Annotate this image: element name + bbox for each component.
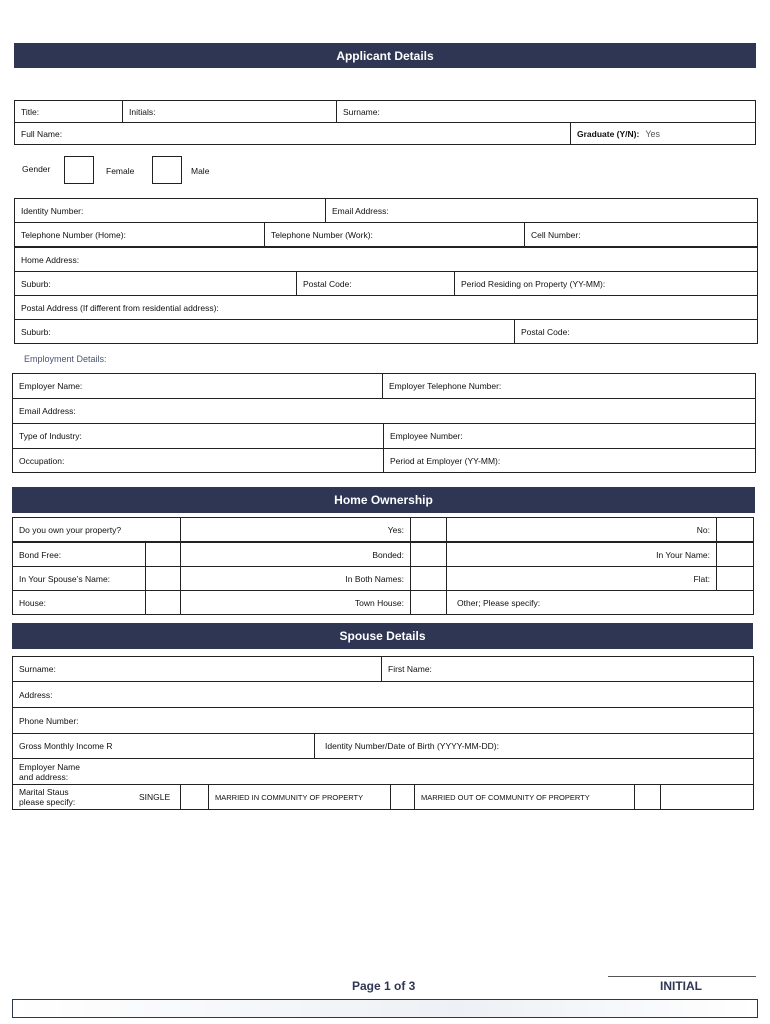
postal-code-label: Postal Code: [303,278,352,289]
initials-field[interactable] [123,101,337,122]
married-out-checkbox[interactable] [635,785,661,809]
marital-status-spacer [661,785,753,809]
own-property-label: Do you own your property? [19,524,122,535]
graduate-value: Yes [645,128,661,139]
no-label: No: [696,524,710,535]
single-label-cell [125,785,181,809]
in-both-names-label-cell [181,567,411,590]
title-field[interactable] [15,101,123,122]
employer-row [12,373,756,399]
in-spouse-name-label-cell [13,567,146,590]
house-row [12,590,754,615]
identity-number-label: Identity Number: [21,205,84,216]
graduate-label: Graduate (Y/N): [577,128,640,139]
tel-home-field[interactable] [15,223,265,246]
in-both-names-label: In Both Names: [345,573,404,584]
bonded-label: Bonded: [372,549,404,560]
bonded-label-cell [181,543,411,566]
house-label: House: [19,597,46,608]
postal-code2-label: Postal Code: [521,326,570,337]
spouse-employer-label-line1: Employer Name [19,761,80,772]
initials-label: Initials: [129,106,156,117]
spouse-address-field[interactable] [13,682,753,707]
suburb-field[interactable] [15,272,297,295]
single-checkbox[interactable] [181,785,209,809]
occupation-label: Occupation: [19,455,65,466]
spouse-first-name-label: First Name: [388,664,432,674]
period-residing-field[interactable] [455,272,757,295]
bond-free-checkbox[interactable] [146,543,181,566]
id-dob-label: Identity Number/Date of Birth (YYYY-MM-DD): [325,741,499,751]
other-specify-label: Other; Please specify: [457,597,541,608]
postal-suburb-label: Suburb: [21,326,51,337]
no-label-cell [447,518,717,541]
spouse-name-fields-row [12,656,754,682]
employment-email-row [12,398,756,424]
marital-status-label-cell [13,785,125,809]
suburb-row [14,271,758,296]
postal-address-row [14,295,758,320]
postal-code2-field[interactable] [515,320,757,343]
spouse-surname-label: Surname: [19,664,56,674]
full-name-field[interactable] [15,123,571,144]
footer-band [12,999,758,1018]
spouse-details-title: Spouse Details [339,629,426,643]
married-in-label: MARRIED IN COMMUNITY OF PROPERTY [215,792,364,802]
spouse-employer-field[interactable] [13,759,753,784]
in-spouse-name-checkbox[interactable] [146,567,181,590]
employment-details-heading: Employment Details: [24,354,107,364]
yes-checkbox[interactable] [411,518,447,541]
marital-status-label-line2: please specify: [19,797,76,807]
marital-status-label-line1: Marital Staus [19,787,69,797]
employment-email-label: Email Address: [19,406,76,416]
employer-tel-label: Employer Telephone Number: [389,381,502,391]
graduate-field[interactable] [571,123,755,144]
in-your-name-label-cell [447,543,717,566]
town-house-label-cell [181,591,411,614]
suburb-label: Suburb: [21,278,51,289]
full-name-label: Full Name: [21,128,63,139]
spouse-surname-field[interactable] [13,657,382,681]
title-initials-surname-row [14,100,756,123]
gross-income-label: Gross Monthly Income R [19,741,113,751]
surname-field[interactable] [337,101,755,122]
home-address-label: Home Address: [21,254,80,265]
spouse-income-row [12,733,754,759]
bond-free-label: Bond Free: [19,549,62,560]
tel-work-label: Telephone Number (Work): [271,229,373,240]
home-address-field[interactable] [15,248,757,271]
own-property-row [12,517,754,542]
postal-suburb-field[interactable] [15,320,515,343]
spouse-address-label: Address: [19,689,53,700]
applicant-details-header [14,43,756,68]
spouse-employer-row [12,758,754,785]
flat-checkbox[interactable] [717,567,753,590]
yes-label: Yes: [387,524,404,535]
bond-free-label-cell [13,543,146,566]
cell-number-label: Cell Number: [531,229,581,240]
no-checkbox[interactable] [717,518,753,541]
postal-address-label: Postal Address (If different from residential address): [21,302,219,313]
in-both-names-checkbox[interactable] [411,567,447,590]
own-property-label-cell [13,518,181,541]
male-checkbox[interactable] [152,156,182,184]
bonded-checkbox[interactable] [411,543,447,566]
gross-income-field[interactable] [13,734,315,758]
house-checkbox[interactable] [146,591,181,614]
full-name-row [14,122,756,145]
telephone-row [14,222,758,247]
in-your-name-checkbox[interactable] [717,543,753,566]
town-house-label: Town House: [354,597,404,608]
bond-row [12,542,754,567]
email-address-field[interactable] [326,199,757,222]
identity-email-row [14,198,758,223]
spouse-first-name-field[interactable] [382,657,753,681]
occupation-field[interactable] [13,449,384,472]
type-of-industry-label: Type of Industry: [19,431,82,441]
postal-suburb-row [14,319,758,344]
in-your-name-label: In Your Name: [656,549,710,560]
employment-email-field[interactable] [13,399,755,423]
town-house-checkbox[interactable] [411,591,447,614]
home-ownership-title: Home Ownership [334,493,433,507]
period-at-employer-field[interactable] [384,449,755,472]
other-specify-field[interactable] [447,591,753,614]
married-in-label-cell [209,785,391,809]
house-label-cell [13,591,146,614]
type-of-industry-field[interactable] [13,424,384,448]
employer-tel-field[interactable] [383,374,755,398]
female-label: Female [106,166,135,176]
marital-status-row [12,784,754,810]
spouse-name-row [12,566,754,591]
spouse-phone-field[interactable] [13,708,753,733]
initial-label: INITIAL [660,979,702,993]
period-residing-label: Period Residing on Property (YY-MM): [461,278,606,289]
employer-name-field[interactable] [13,374,383,398]
tel-home-label: Telephone Number (Home): [21,229,126,240]
spouse-phone-row [12,707,754,734]
employer-name-label: Employer Name: [19,381,83,391]
married-in-checkbox[interactable] [391,785,415,809]
applicant-details-title: Applicant Details [336,48,434,63]
cell-number-field[interactable] [525,223,757,246]
spouse-details-header [12,623,753,649]
title-label: Title: [21,106,40,117]
home-ownership-header [12,487,755,513]
yes-label-cell [181,518,411,541]
email-address-label: Email Address: [332,205,389,216]
home-address-row [14,247,758,272]
in-spouse-name-label: In Your Spouse’s Name: [19,573,111,584]
gender-label: Gender [22,164,51,174]
tel-work-field[interactable] [265,223,525,246]
occupation-row [12,448,756,473]
surname-label: Surname: [343,106,380,117]
married-out-label: MARRIED OUT OF COMMUNITY OF PROPERTY [421,792,590,802]
postal-address-field[interactable] [15,296,757,319]
spouse-address-row [12,681,754,708]
employee-number-label: Employee Number: [390,431,463,441]
single-label: SINGLE [139,792,171,802]
postal-code-field[interactable] [297,272,455,295]
female-checkbox[interactable] [64,156,94,184]
page-number: Page 1 of 3 [352,979,416,993]
id-dob-field[interactable] [315,734,753,758]
employee-number-field[interactable] [384,424,755,448]
initial-signature-line[interactable] [608,976,756,977]
male-label: Male [191,166,210,176]
period-at-employer-label: Period at Employer (YY-MM): [390,455,501,466]
spouse-phone-label: Phone Number: [19,715,79,726]
spouse-employer-label-line2: and address: [19,771,69,782]
flat-label-cell [447,567,717,590]
flat-label: Flat: [693,573,710,584]
married-out-label-cell [415,785,635,809]
industry-row [12,423,756,449]
identity-number-field[interactable] [15,199,326,222]
